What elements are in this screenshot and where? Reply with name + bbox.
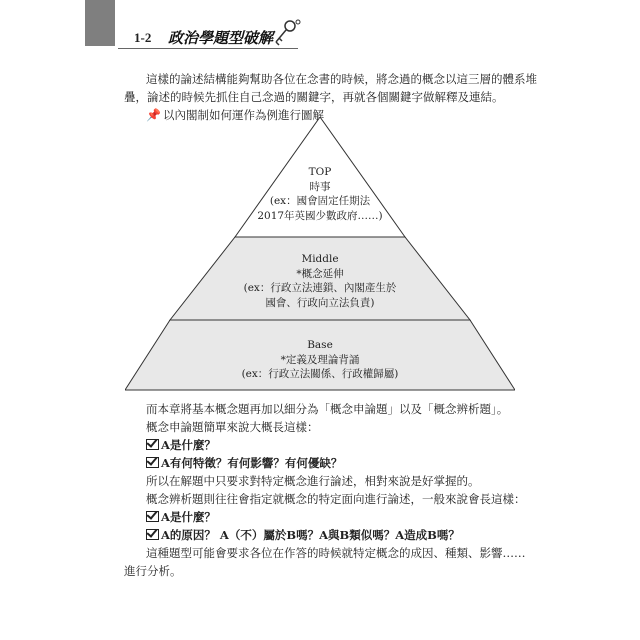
question-1-text: A是什麼？ (161, 438, 216, 452)
question-3 (146, 508, 216, 526)
middle-subtitle: *概念延伸 (296, 267, 344, 280)
pyramid-base-text (180, 338, 460, 382)
body-paragraph-5-cont: 進行分析。 (124, 564, 182, 578)
top-line-2: 2017年英國少數政府……) (257, 209, 383, 222)
book-title: 政治學題型破解 (168, 29, 274, 47)
pin-note-text: 以內閣制如何運作為例進行圖解 (162, 108, 324, 122)
header-gray-tab (85, 0, 115, 46)
page-section-label: 1-2 (134, 30, 152, 45)
header-underline (118, 48, 298, 49)
top-title: TOP (308, 166, 332, 178)
question-4 (146, 526, 460, 544)
question-2-text: A有何特徵？有何影響？有何優缺？ (161, 456, 343, 470)
base-title: Base (307, 339, 333, 351)
top-line-1: (ex：國會固定任期法 (269, 195, 371, 207)
pyramid-top-text (200, 165, 440, 223)
checkbox-icon (146, 529, 159, 540)
base-subtitle: *定義及理論背誦 (280, 353, 360, 366)
middle-line-1: (ex：行政立法連鎖、內閣產生於 (243, 282, 397, 294)
pushpin-icon: 📌 (146, 108, 161, 122)
intro-line-2: 疊，論述的時候先抓住自己念過的關鍵字，再就各個關鍵字做解釋及連結。 (124, 90, 504, 104)
top-subtitle: 時事 (309, 180, 331, 193)
question-3-text: A是什麼？ (161, 510, 216, 524)
middle-title: Middle (301, 253, 339, 265)
base-line-1: (ex：行政立法關係、行政權歸屬) (241, 368, 399, 380)
body-paragraph-3: 所以在解題中只要求對特定概念進行論述，相對來說是好掌握的。 (146, 474, 480, 488)
question-1 (146, 436, 216, 454)
body-paragraph-4: 概念辨析題則往往會指定就概念的特定面向進行論述，一般來說會長這樣： (146, 492, 526, 506)
body-paragraph-1: 而本章將基本概念題再加以細分為「概念申論題」以及「概念辨析題」。 (146, 402, 509, 416)
question-4-text: A的原因？ A（不）屬於B嗎？A與B類似嗎？A造成B嗎？ (161, 528, 460, 542)
pyramid-middle-text (180, 252, 460, 310)
question-2 (146, 454, 342, 472)
checkbox-icon (146, 457, 159, 468)
body-paragraph-2: 概念申論題簡單來說大概長這樣： (146, 420, 319, 434)
key-lock-icon (270, 18, 304, 48)
middle-line-2: 國會、行政向立法負責) (265, 296, 375, 309)
checkbox-icon (146, 511, 159, 522)
body-paragraph-5: 這種題型可能會要求各位在作答的時候就特定概念的成因、種類、影響…… (146, 546, 526, 560)
checkbox-icon (146, 439, 159, 450)
intro-line-1: 這樣的論述結構能夠幫助各位在念書的時候，將念過的概念以這三層的體系堆 (146, 72, 537, 86)
